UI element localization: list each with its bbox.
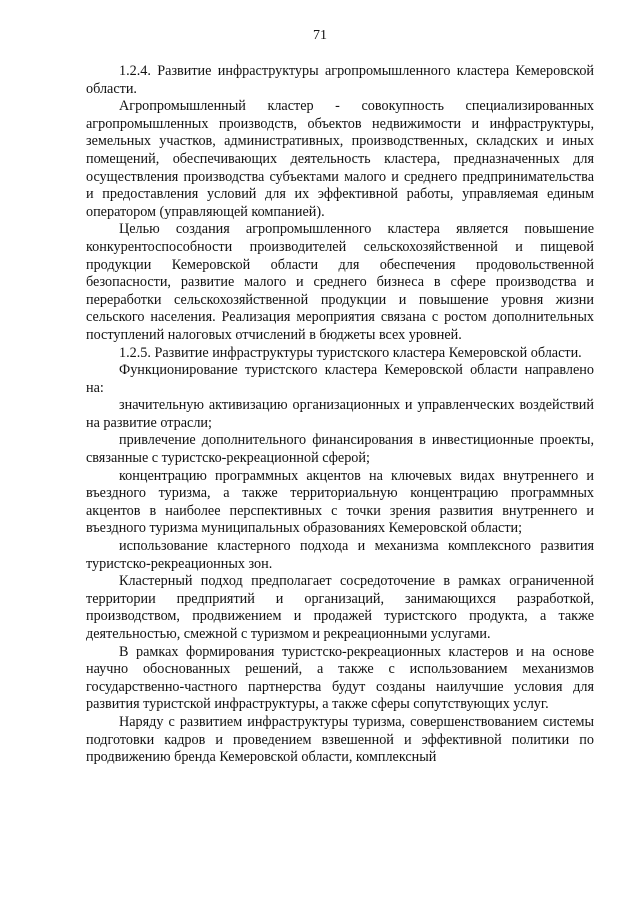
list-item-cluster-approach: использование кластерного подхода и механизма комплексного развития туристско-рекреационных зон. bbox=[86, 538, 594, 572]
page-number: 71 bbox=[313, 28, 327, 43]
paragraph-agro-cluster-definition: Агропромышленный кластер - совокупность специализированных агропромышленных производств, объектов недвижимости и инфраструктуры, земельных участков, административных, производственных, складских и иных помещений, обеспечивающих деятельность кластера, предназначенных для осуществления производства субъектами малого и среднего предпринимательства и предоставления условий для их эффективной работы, управляемая единым оператором (управляющей компанией). bbox=[86, 98, 594, 220]
list-item-activation: значительную активизацию организационных и управленческих воздействий на развитие отрасли; bbox=[86, 397, 594, 431]
paragraph-tourist-cluster-intro: Функционирование туристского кластера Кемеровской области направлено на: bbox=[86, 362, 594, 396]
paragraph-agro-cluster-goal: Целью создания агропромышленного кластера является повышение конкурентоспособности производителей сельскохозяйственной и пищевой продукции Кемеровской области для обеспечения продовольственной безопасности, развитие малого и среднего бизнеса в сфере производства и переработки сельскохозяйственной продукции и повышение уровня жизни сельского населения. Реализация мероприятия связана с ростом дополнительных поступлений налоговых отчислений в бюджеты всех уровней. bbox=[86, 221, 594, 343]
section-heading-1-2-4: 1.2.4. Развитие инфраструктуры агропромышленного кластера Кемеровской области. bbox=[86, 63, 594, 97]
paragraph-tourism-infrastructure: Наряду с развитием инфраструктуры туризма, совершенствованием системы подготовки кадров и проведением взвешенной и эффективной политики по продвижению бренда Кемеровской области, комплексный bbox=[86, 713, 594, 766]
section-heading-1-2-5: 1.2.5. Развитие инфраструктуры туристского кластера Кемеровской области. bbox=[119, 344, 582, 361]
paragraph-recreation-clusters: В рамках формирования туристско-рекреационных кластеров и на основе научно обоснованных решений, а также с использованием механизмов государственно-частного партнерства будут созданы наилучшие условия для развития туристской инфраструктуры, а также сферы сопутствующих услуг. bbox=[86, 643, 594, 713]
list-item-concentration: концентрацию программных акцентов на ключевых видах внутреннего и въездного туризма, а также территориальную концентрацию программных акцентов в наиболее перспективных с точки зрения развития внутреннего и въездного туризма муниципальных образованиях Кемеровской области; bbox=[86, 467, 594, 537]
list-item-financing: привлечение дополнительного финансирования в инвестиционные проекты, связанные с туристско-рекреационной сферой; bbox=[86, 432, 594, 467]
paragraph-cluster-approach: Кластерный подход предполагает сосредоточение в рамках ограниченной территории предприятий и организаций, занимающихся разработкой, производством, продвижением и продажей туристского продукта, а также деятельностью, смежной с туризмом и рекреационными услугами. bbox=[86, 573, 594, 642]
document-body bbox=[86, 63, 594, 767]
